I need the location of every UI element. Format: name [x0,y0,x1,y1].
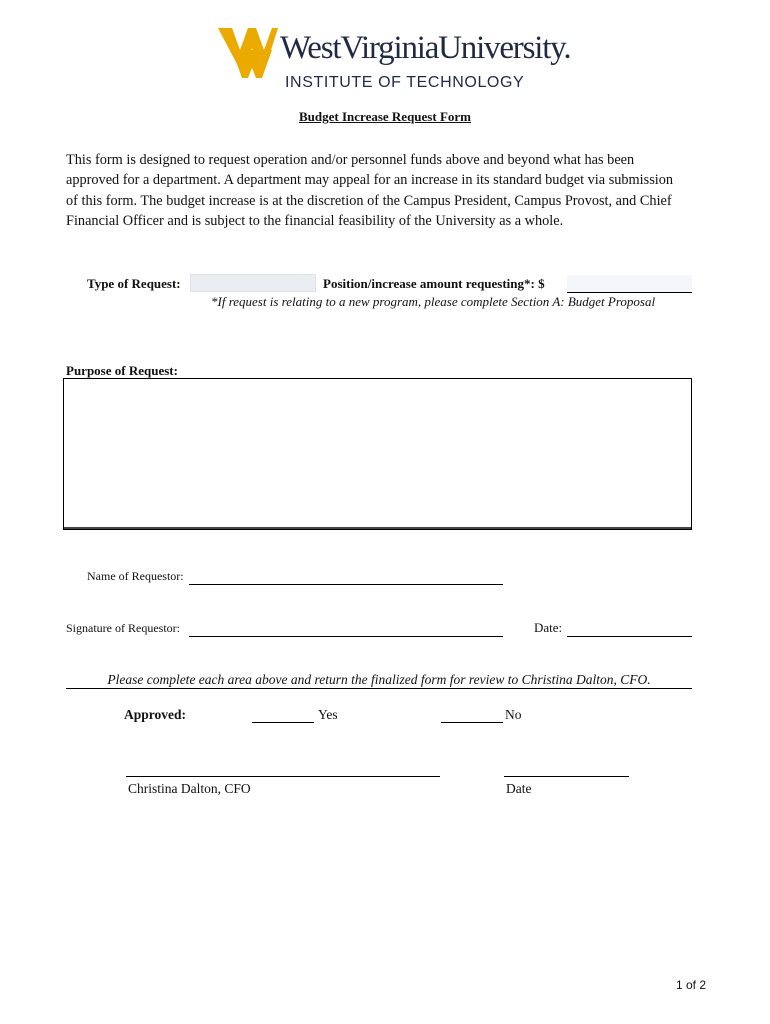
cfo-signature-field[interactable] [126,776,440,777]
requestor-name-field[interactable] [189,568,503,585]
university-wordmark: WestVirginiaUniversity. [280,30,571,66]
requestor-name-label: Name of Requestor: [87,569,184,583]
cfo-date-field[interactable] [504,776,629,777]
purpose-textarea[interactable] [63,378,692,530]
approved-label: Approved: [124,707,187,722]
wv-logo-icon [218,26,278,78]
approved-no-field[interactable] [441,707,503,723]
type-of-request-label: Type of Request: [87,276,181,291]
purpose-label: Purpose of Request: [66,363,178,378]
cfo-name: Christina Dalton, CFO [128,781,251,796]
return-instructions: Please complete each area above and return the finalized form for review to Christina Dalton, CFO. [107,672,651,687]
divider [66,688,692,689]
cfo-date-label: Date [506,781,532,796]
requestor-signature-field[interactable] [189,620,503,637]
date-field[interactable] [567,620,692,637]
type-of-request-field[interactable] [190,274,316,292]
yes-label: Yes [318,707,338,722]
footnote: *If request is relating to a new program, please complete Section A: Budget Proposal [211,294,656,309]
no-label: No [505,707,522,722]
approved-yes-field[interactable] [252,707,314,723]
intro-paragraph: This form is designed to request operation and/or personnel funds above and beyond what has been approved for a department. A department may appeal for an increase in its standard budget via submission of this form. The budget increase is at the discretion of the Campus President, Campus Provost, and Chief Financial Officer and is subject to the financial feasibility of the University as a whole. [66,152,674,229]
date-label: Date: [534,620,563,635]
amount-label: Position/increase amount requesting*: $ [323,276,545,291]
amount-field[interactable] [567,275,692,293]
institute-subtitle: INSTITUTE OF TECHNOLOGY [285,74,525,91]
form-title: Budget Increase Request Form [299,109,471,124]
requestor-signature-label: Signature of Requestor: [66,621,180,635]
page-indicator: 1 of 2 [676,978,707,992]
